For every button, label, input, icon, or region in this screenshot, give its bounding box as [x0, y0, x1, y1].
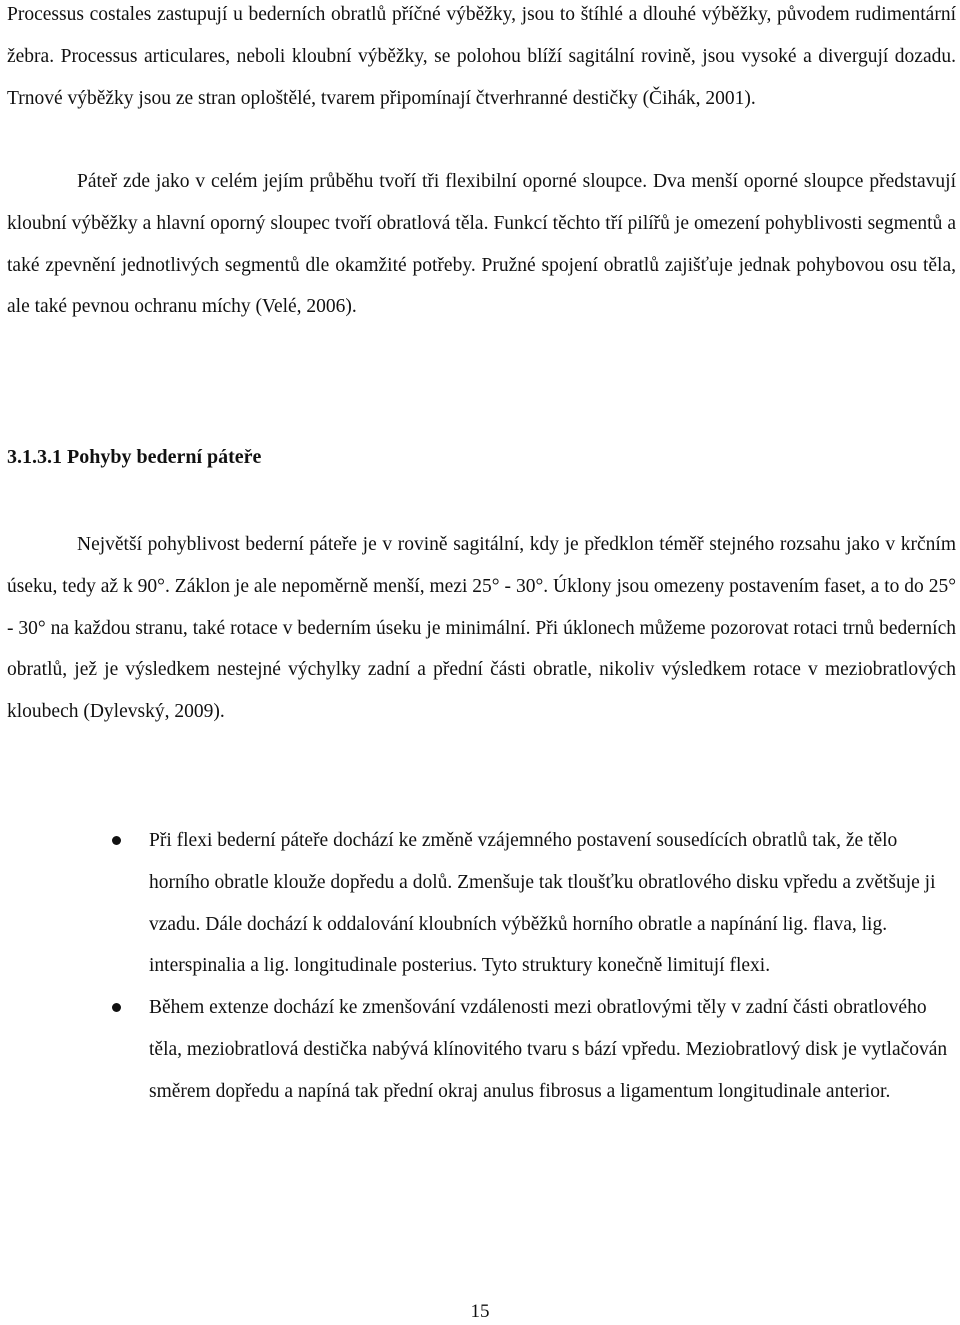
bullet-dot-icon — [112, 1003, 121, 1012]
page-number: 15 — [470, 1301, 490, 1322]
list-item-text: Při flexi bederní páteře dochází ke změně vzájemného postavení sousedících obratlů tak, že tělo horního obratle klouže dopředu a dolů. Zmenšuje tak tloušťku obratlového disku vpředu a zvětšuje ji vzadu. Dále dochází k oddalování kloubních výběžků horního obratle a napínání lig. flava, lig. interspinalia a lig. longitudinale posterius. Tyto struktury konečně limitují flexi. — [149, 830, 936, 977]
list-item-text: Během extenze dochází ke zmenšování vzdálenosti mezi obratlovými těly v zadní části obratlového těla, meziobratlová destička nabývá klínovitého tvaru s bází vpředu. Meziobratlový disk je vytlačován směrem dopředu a napíná tak přední okraj anulus fibrosus a ligamentum longitudinale anterior. — [149, 997, 948, 1102]
bullet-list — [0, 820, 960, 1113]
list-item-flexion — [0, 820, 949, 987]
list-item-extension — [0, 987, 949, 1112]
paragraph-flexible-columns — [7, 161, 956, 328]
paragraph-text: Největší pohyblivost bederní páteře je v rovině sagitální, kdy je předklon téměř stejného rozsahu jako v krčním úseku, tedy až k 90°. Záklon je ale nepoměrně menší, mezi 25° - 30°. Úklony jsou omezeny postavením faset, a to do 25° - 30° na každou stranu, také rotace v bederním úseku je minimální. Při úklonech můžeme pozorovat rotaci trnů bederních obratlů, jež je výsledkem nestejné výchylky zadní a přední části obratle, nikoliv výsledkem rotace v meziobratlových kloubech (Dylevský, 2009). — [7, 534, 956, 723]
paragraph-processus-costales — [7, 0, 956, 119]
paragraph-text: Processus costales zastupují u bederních obratlů příčné výběžky, jsou to štíhlé a dlouhé výběžky, původem rudimentární žebra. Processus articulares, neboli kloubní výběžky, se polohou blíží sagitální rovině, jsou vysoké a divergují dozadu. Trnové výběžky jsou ze stran oploštělé, tvarem připomínají čtverhranné destičky (Čihák, 2001). — [7, 4, 956, 109]
paragraph-lumbar-mobility — [7, 524, 956, 733]
bullet-dot-icon — [112, 836, 121, 845]
section-heading: 3.1.3.1 Pohyby bederní páteře — [7, 446, 262, 468]
paragraph-text: Páteř zde jako v celém jejím průběhu tvoří tři flexibilní oporné sloupce. Dva menší oporné sloupce představují kloubní výběžky a hlavní oporný sloupec tvoří obratlová těla. Funkcí těchto tří pilířů je omezení pohyblivosti segmentů a také zpevnění jednotlivých segmentů dle okamžité potřeby. Pružné spojení obratlů zajišťuje jednak pohybovou osu těla, ale také pevnou ochranu míchy (Velé, 2006). — [7, 171, 956, 318]
